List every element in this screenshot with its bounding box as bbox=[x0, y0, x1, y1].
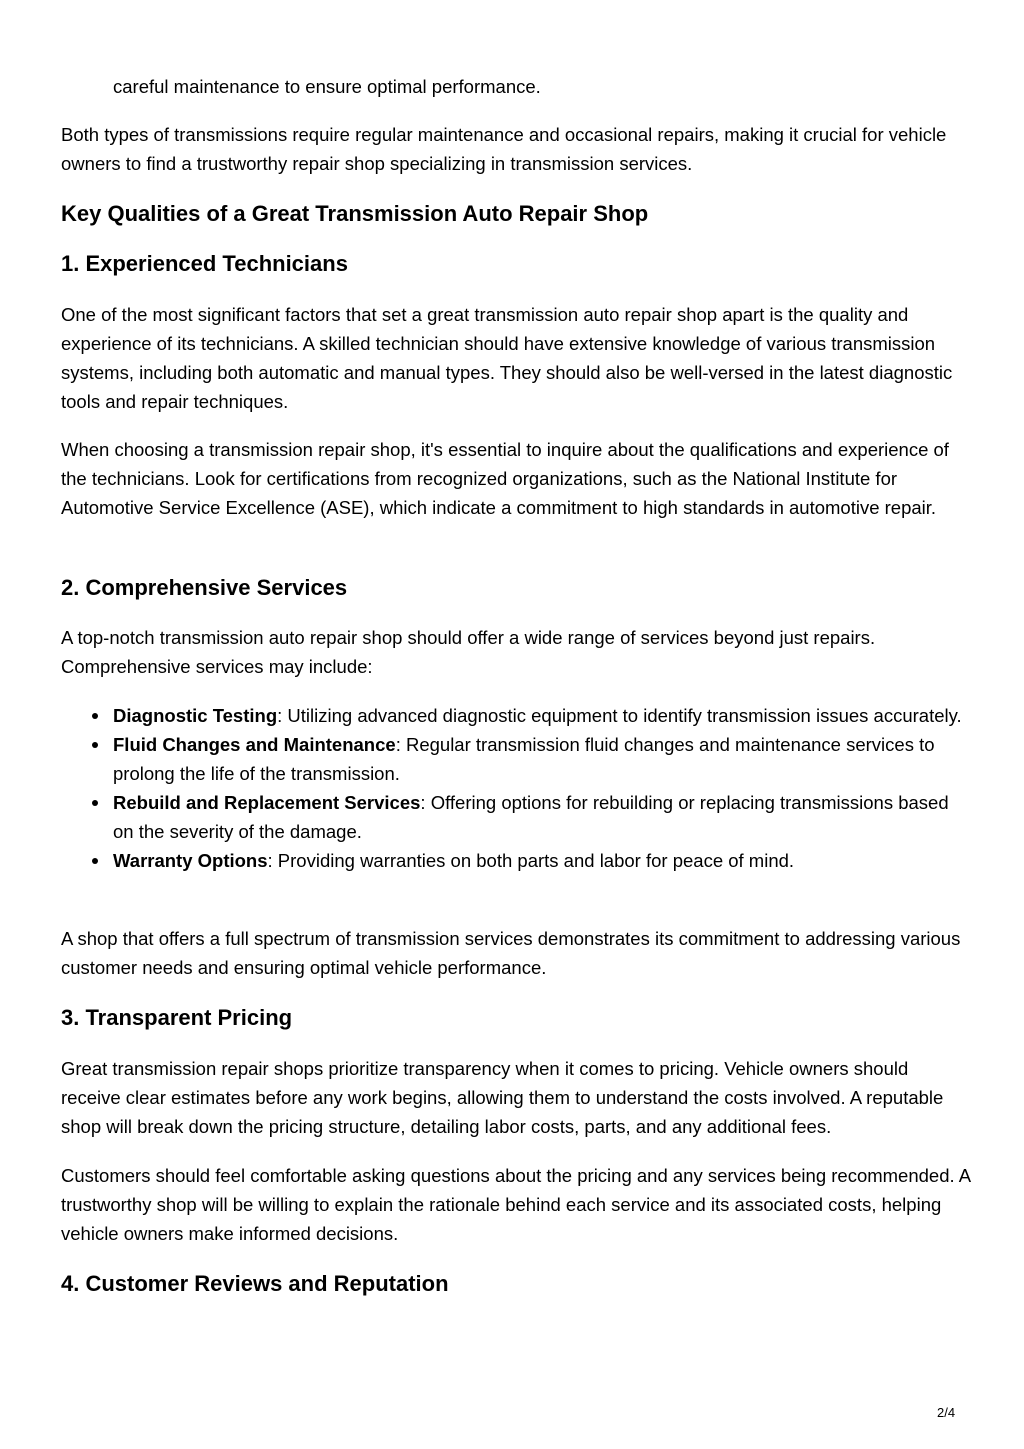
paragraph-comprehensive-2: A shop that offers a full spectrum of transmission services demonstrates its commitment to addressing various customer needs and ensuring optimal vehicle performance. bbox=[61, 928, 961, 978]
heading-key-qualities: Key Qualities of a Great Transmission Auto Repair Shop bbox=[61, 201, 649, 226]
paragraph-experienced-1: One of the most significant factors that set a great transmission auto repair shop apart is the quality and experience of its technicians. A skilled technician should have extensive knowledge of various transmission systems, including both automatic and manual types. They should also be well-versed in the latest diagnostic tools and repair techniques. bbox=[61, 304, 953, 412]
service-description: : Providing warranties on both parts and labor for peace of mind. bbox=[267, 850, 795, 871]
service-term: Fluid Changes and Maintenance bbox=[113, 734, 396, 755]
bullet-icon bbox=[92, 742, 98, 748]
list-item bbox=[61, 701, 971, 730]
intro-continuation: careful maintenance to ensure optimal performance. bbox=[113, 76, 541, 97]
heading-transparent-pricing: 3. Transparent Pricing bbox=[61, 1005, 293, 1030]
list-item bbox=[61, 846, 971, 875]
services-list bbox=[61, 701, 971, 875]
heading-comprehensive-services: 2. Comprehensive Services bbox=[61, 575, 348, 600]
service-term: Warranty Options bbox=[113, 850, 268, 871]
service-term: Diagnostic Testing bbox=[113, 705, 278, 726]
paragraph-experienced-2: When choosing a transmission repair shop, it's essential to inquire about the qualifications and experience of the technicians. Look for certifications from recognized organizations, such as the National Institute for Automotive Service Excellence (ASE), which indicate a commitment to high standards in automotive repair. bbox=[61, 439, 949, 518]
heading-experienced-technicians: 1. Experienced Technicians bbox=[61, 251, 348, 276]
service-term: Rebuild and Replacement Services bbox=[113, 792, 421, 813]
bullet-icon bbox=[92, 800, 98, 806]
paragraph-pricing-2: Customers should feel comfortable asking questions about the pricing and any services being recommended. A trustworthy shop will be willing to explain the rationale behind each service and its associated costs, helping vehicle owners make informed decisions. bbox=[61, 1165, 971, 1244]
bullet-icon bbox=[92, 713, 98, 719]
paragraph-comprehensive-1: A top-notch transmission auto repair shop should offer a wide range of services beyond just repairs. Comprehensive services may include: bbox=[61, 627, 876, 677]
list-item bbox=[61, 788, 971, 846]
service-description: : Offering options for rebuilding or replacing transmissions based on the severity of the damage. bbox=[113, 792, 949, 842]
heading-customer-reviews: 4. Customer Reviews and Reputation bbox=[61, 1271, 449, 1296]
bullet-icon bbox=[92, 858, 98, 864]
service-description: : Utilizing advanced diagnostic equipment to identify transmission issues accurately. bbox=[277, 705, 962, 726]
paragraph-both-types: Both types of transmissions require regular maintenance and occasional repairs, making it crucial for vehicle owners to find a trustworthy repair shop specializing in transmission services. bbox=[61, 124, 947, 174]
list-item bbox=[61, 730, 971, 788]
paragraph-pricing-1: Great transmission repair shops prioritize transparency when it comes to pricing. Vehicle owners should receive clear estimates before any work begins, allowing them to understand the costs involved. A reputable shop will break down the pricing structure, detailing labor costs, parts, and any additional fees. bbox=[61, 1058, 944, 1137]
page-number: 2/4 bbox=[937, 1405, 956, 1420]
service-description: : Regular transmission fluid changes and maintenance services to prolong the life of the transmission. bbox=[113, 734, 935, 784]
